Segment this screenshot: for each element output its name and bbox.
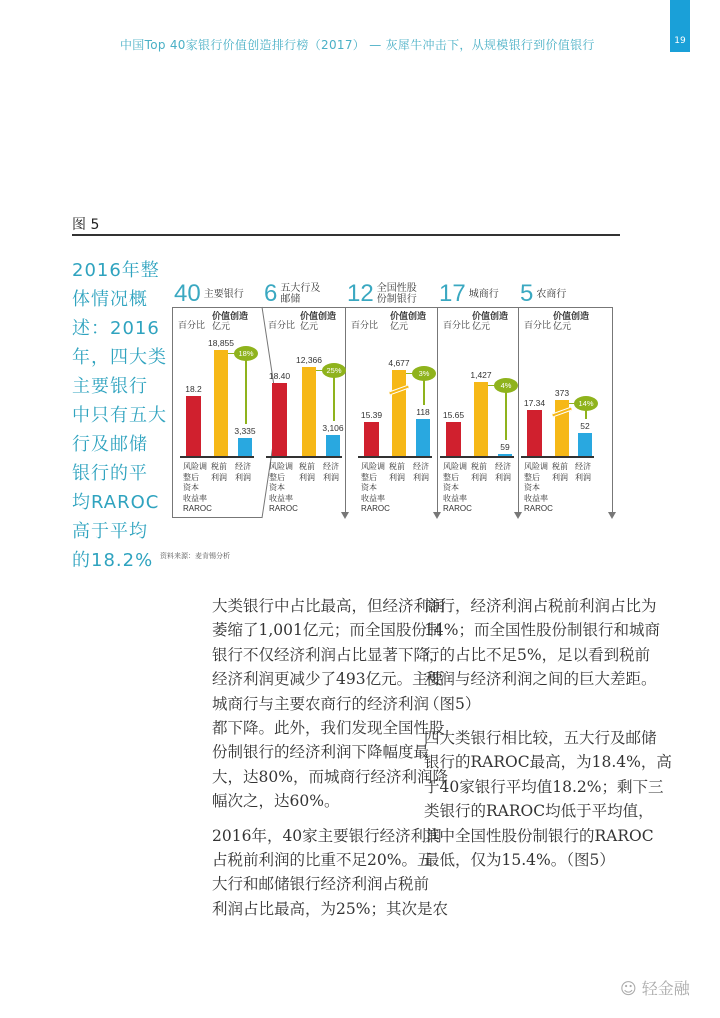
- bar-econ: [578, 433, 592, 456]
- bar-pretax: [392, 370, 406, 456]
- category-label-line: 经济: [323, 462, 339, 471]
- text-line: 经济利润更减少了493亿元。主要: [212, 670, 444, 689]
- bar-pretax: [474, 382, 488, 456]
- category-label-line: RAROC: [443, 504, 472, 513]
- category-label-line: 收益率: [269, 493, 293, 503]
- category-label-line: 经济: [495, 462, 511, 471]
- bar-econ: [416, 419, 430, 456]
- bar-econ: [498, 454, 512, 456]
- arrow-down-icon: [433, 512, 441, 519]
- value-label-econ: 52: [580, 421, 590, 431]
- ratio-connector: [245, 353, 247, 424]
- sidebar-line: 的18.2%: [72, 550, 154, 571]
- percent-header: 百分比: [268, 321, 296, 331]
- text-line: 银行的RAROC最高，为18.4%，高: [424, 753, 672, 772]
- category-label-line: 税前: [389, 462, 405, 471]
- text-line: 商行，经济利润占税前利润占比为: [424, 597, 657, 615]
- ratio-bubble: 3%: [412, 366, 436, 381]
- value-label-raroc: 18.2: [185, 384, 202, 394]
- paragraph: [212, 824, 448, 922]
- bar-econ: [238, 438, 252, 456]
- percent-header: 百分比: [524, 321, 552, 331]
- group-name: 全国性股份制银行: [376, 283, 417, 305]
- category-label-econ: [323, 462, 339, 483]
- category-label-raroc: [524, 462, 553, 515]
- sidebar-line: 述：2016: [72, 318, 160, 339]
- value-label-pretax: 4,677: [388, 358, 410, 368]
- value-label-pretax: 1,427: [470, 370, 492, 380]
- value-title-header: 价值创造: [472, 312, 509, 322]
- group-name: 农商行: [536, 288, 567, 300]
- category-label-line: 利润: [413, 472, 429, 482]
- value-unit-header: 亿元: [472, 322, 491, 332]
- category-label-pretax: [471, 462, 487, 483]
- category-label-line: 利润: [575, 472, 591, 482]
- category-label-line: 利润: [235, 472, 251, 482]
- sidebar-line: 体情况概: [72, 289, 148, 310]
- value-unit-header: 亿元: [553, 322, 572, 332]
- category-label-line: RAROC: [361, 504, 390, 513]
- category-label-line: 利润: [471, 472, 487, 482]
- category-label-raroc: [443, 462, 472, 515]
- value-label-econ: 3,335: [234, 426, 256, 436]
- figure-label: 图 5: [72, 217, 100, 233]
- baseline: [521, 456, 594, 458]
- divider-arrow-line: [518, 307, 519, 514]
- percent-header: 百分比: [351, 321, 379, 331]
- text-line: 城商行与主要农商行的经济利润: [212, 694, 430, 713]
- group-count: 17: [439, 280, 466, 307]
- bar-raroc: [527, 410, 542, 456]
- category-label-line: 经济: [413, 462, 429, 471]
- value-label-pretax: 373: [554, 388, 570, 398]
- bar-pretax: [214, 350, 228, 456]
- category-label-line: 收益率: [361, 493, 385, 503]
- value-unit-header: 亿元: [300, 322, 319, 332]
- value-label-pretax: 18,855: [208, 338, 234, 348]
- category-label-line: 收益率: [524, 493, 548, 503]
- value-title-header: 价值创造: [212, 312, 249, 322]
- category-label-line: 经济: [235, 462, 251, 471]
- sidebar-line: 年，四大类: [72, 347, 167, 368]
- category-label-line: 收益率: [183, 493, 207, 503]
- category-label-line: 整后: [524, 472, 540, 482]
- value-label-econ: 118: [416, 407, 430, 417]
- category-label-line: 风险调: [361, 462, 385, 471]
- category-label-line: 风险调: [443, 462, 467, 471]
- category-label-line: 资本: [443, 483, 459, 492]
- value-label-pretax: 12,366: [296, 355, 322, 365]
- body-column-right: [424, 594, 672, 882]
- sidebar-line: 银行的平: [72, 463, 148, 484]
- category-label-line: 风险调: [524, 462, 548, 471]
- text-line: 利润与经济利润之间的巨大差距。: [424, 670, 657, 689]
- paragraph: [424, 726, 672, 872]
- bar-econ: [326, 435, 340, 456]
- arrow-down-icon: [514, 512, 522, 519]
- category-label-line: 风险调: [269, 462, 293, 471]
- value-label-raroc: 15.39: [360, 410, 383, 420]
- category-label-line: RAROC: [269, 504, 298, 513]
- category-label-econ: [495, 462, 511, 483]
- category-label-line: 收益率: [443, 493, 467, 503]
- watermark: ☺ 轻金融: [620, 979, 690, 998]
- category-label-line: 税前: [552, 462, 568, 471]
- figure-source: 资料来源：麦肯锡分析: [160, 552, 230, 560]
- category-label-line: 资本: [183, 483, 199, 492]
- arrow-down-icon: [608, 512, 616, 519]
- group-name: 城商行: [468, 288, 499, 300]
- group-header: [174, 282, 244, 306]
- baseline: [266, 456, 342, 458]
- bar-pretax: [302, 367, 316, 456]
- text-line: 幅次之，达60%。: [212, 792, 340, 811]
- category-label-econ: [235, 462, 251, 483]
- text-line: 类银行的RAROC均低于平均值，: [424, 802, 654, 821]
- baseline: [440, 456, 514, 458]
- value-label-raroc: 18.40: [268, 371, 291, 381]
- text-line: 2016年，40家主要银行经济利润: [212, 826, 442, 845]
- group-count: 40: [174, 280, 201, 307]
- paragraph: [424, 594, 672, 716]
- group-count: 6: [264, 280, 278, 307]
- sidebar-line: 主要银行: [72, 376, 148, 397]
- category-label-line: 利润: [495, 472, 511, 482]
- text-line: 大，达80%，而城商行经济利润降: [212, 767, 448, 786]
- category-label-line: 资本: [524, 483, 540, 492]
- paragraph: [212, 594, 448, 814]
- wechat-icon: ☺: [620, 979, 642, 998]
- group-header: [520, 282, 566, 306]
- category-label-raroc: [361, 462, 390, 515]
- value-label-raroc: 17.34: [523, 398, 546, 408]
- text-line: 占税前利润的比重不足20%。五: [212, 851, 433, 870]
- sidebar-line: 行及邮储: [72, 434, 148, 455]
- text-line: （图5）: [424, 694, 481, 713]
- text-line: 份制银行的经济利润下降幅度最: [212, 743, 430, 762]
- running-header: 中国Top 40家银行价值创造排行榜（2017） — 灰犀牛冲击下，从规模银行到价值银行: [120, 38, 595, 52]
- category-label-line: 利润: [552, 472, 568, 482]
- text-line: 于40家银行平均值18.2%；剩下三: [424, 777, 664, 796]
- category-label-line: 经济: [575, 462, 591, 471]
- bar-raroc: [272, 383, 287, 456]
- text-line: 四大类银行相比较，五大行及邮储: [424, 729, 657, 748]
- ratio-bubble: 18%: [234, 346, 258, 361]
- text-line: 最低，仅为15.4%。（图5）: [424, 851, 615, 870]
- ratio-bubble: 14%: [574, 396, 598, 411]
- sidebar-line: 高于平均: [72, 521, 148, 542]
- text-line: 大类银行中占比最高，但经济利润: [212, 597, 445, 615]
- group-header: [264, 282, 326, 306]
- sidebar-line: 中只有五大: [72, 405, 167, 426]
- text-line: 其中全国性股份制银行的RAROC: [424, 826, 654, 845]
- body-column-left: [212, 594, 448, 931]
- category-label-raroc: [269, 462, 298, 515]
- value-title-header: 价值创造: [553, 312, 590, 322]
- text-line: 利润占比最高，为25%；其次是农: [212, 899, 448, 918]
- category-label-line: 整后: [183, 472, 199, 482]
- baseline: [358, 456, 432, 458]
- text-line: 都下降。此外，我们发现全国性股: [212, 719, 445, 738]
- baseline: [180, 456, 254, 458]
- text-line: 大行和邮储银行经济利润占税前: [212, 875, 430, 894]
- group-count: 12: [347, 280, 374, 307]
- text-line: 萎缩了1,001亿元；而全国股份制: [212, 621, 443, 640]
- category-label-line: RAROC: [183, 504, 212, 513]
- percent-header: 百分比: [178, 321, 206, 331]
- group-header: [439, 282, 499, 306]
- bar-raroc: [186, 396, 201, 456]
- category-label-raroc: [183, 462, 212, 515]
- category-label-line: 资本: [361, 483, 377, 492]
- category-label-line: 整后: [269, 472, 285, 482]
- value-title-header: 价值创造: [300, 312, 337, 322]
- category-label-line: 利润: [323, 472, 339, 482]
- page-number: 19: [670, 0, 690, 52]
- divider-arrow-line: [612, 307, 613, 514]
- ratio-bubble: 25%: [322, 363, 346, 378]
- sidebar-line: 2016年整: [72, 260, 160, 281]
- value-label-econ: 59: [500, 442, 510, 452]
- category-label-econ: [575, 462, 591, 483]
- sidebar-line: 均RAROC: [72, 492, 160, 513]
- group-count: 5: [520, 280, 534, 307]
- divider-arrow-line: [437, 307, 438, 514]
- category-label-line: 利润: [299, 472, 315, 482]
- divider-arrow-line: [345, 307, 346, 514]
- category-label-line: 整后: [443, 472, 459, 482]
- category-label-econ: [413, 462, 429, 483]
- text-line: 行的占比不足5%，足以看到税前: [424, 645, 651, 664]
- category-label-line: 利润: [389, 472, 405, 482]
- arrow-down-icon: [341, 512, 349, 519]
- group-header: [347, 282, 423, 306]
- value-title-header: 价值创造: [390, 312, 427, 322]
- bar-raroc: [446, 422, 461, 456]
- value-unit-header: 亿元: [390, 322, 409, 332]
- bar-raroc: [364, 422, 379, 456]
- percent-header: 百分比: [443, 321, 471, 331]
- value-label-econ: 3,106: [322, 423, 344, 433]
- value-unit-header: 亿元: [212, 322, 231, 332]
- category-label-line: 整后: [361, 472, 377, 482]
- category-label-line: RAROC: [524, 504, 553, 513]
- category-label-line: 资本: [269, 483, 285, 492]
- group-name: 五大行及邮储: [280, 283, 321, 305]
- category-label-line: 税前: [471, 462, 487, 471]
- category-label-pretax: [299, 462, 315, 483]
- category-label-pretax: [211, 462, 227, 483]
- value-label-raroc: 15.65: [442, 410, 465, 420]
- group-name: 主要银行: [203, 288, 244, 300]
- ratio-bubble: 4%: [494, 378, 518, 393]
- category-label-line: 税前: [211, 462, 227, 471]
- category-label-line: 税前: [299, 462, 315, 471]
- category-label-line: 利润: [211, 472, 227, 482]
- ratio-connector: [505, 385, 507, 440]
- category-label-line: 风险调: [183, 462, 207, 471]
- category-label-pretax: [389, 462, 405, 483]
- text-line: 银行不仅经济利润占比显著下降，: [212, 645, 445, 664]
- text-line: 14%；而全国性股份制银行和城商: [424, 621, 660, 640]
- category-label-pretax: [552, 462, 568, 483]
